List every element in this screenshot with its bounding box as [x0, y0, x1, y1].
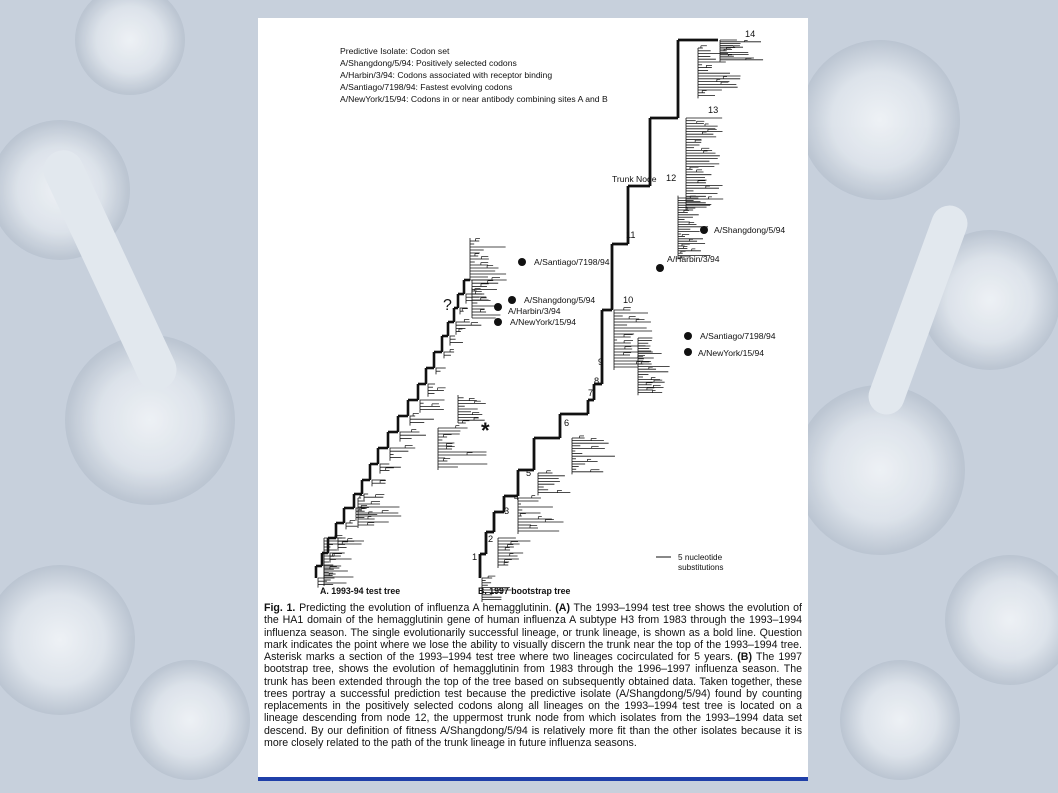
node-number-9: 9 — [598, 357, 604, 367]
scale-bar — [656, 553, 724, 572]
isolate-label: A/Harbin/3/94 — [508, 306, 561, 316]
tree-a-label: A. 1993-94 test tree — [320, 586, 401, 596]
node-number-1: 1 — [472, 552, 478, 562]
isolate-dot — [656, 264, 664, 272]
node-number-7: 7 — [588, 388, 594, 398]
node-number-13: 13 — [708, 105, 719, 115]
node-number-10: 10 — [623, 295, 634, 305]
node-number-6: 6 — [564, 418, 570, 428]
paper-page — [258, 18, 808, 780]
isolate-label: A/Shangdong/5/94 — [524, 295, 596, 305]
isolate-dot — [494, 303, 502, 311]
question-mark: ? — [443, 297, 452, 314]
caption-body-b: The 1997 bootstrap tree, shows the evolution of hemagglutinin from 1983 through the 1996–1997 influenza season. The trunk has been extended through the top of the tree based on subsequently obtained data. Taken together, these trees portray a successful prediction test because the predictive isolate (A/Shangdong/5/94) found by counting replacements in the positively selected codons along all lineages on the 1993–1994 test tree is located on a lineage descending from node 12, the uppermost trunk node from which isolates from the 1993–1994 data set descend. By our definition of fitness A/Shangdong/5/94 is relatively more fit than the other isolates because it is more closely related to the path of the trunk lineage in future influenza seasons. — [264, 651, 802, 749]
isolate-label: A/Harbin/3/94 — [667, 254, 720, 264]
isolate-label: A/Shangdong/5/94 — [714, 225, 786, 235]
tree-a — [316, 238, 510, 588]
tree-a-isolates — [494, 257, 610, 327]
isolate-dot — [684, 348, 692, 356]
legend-item: A/NewYork/15/94: Codons in or near antibody combining sites A and B — [340, 94, 608, 104]
isolate-label: A/NewYork/15/94 — [698, 348, 765, 358]
legend-item: A/Shangdong/5/94: Positively selected codons — [340, 58, 517, 68]
tree-b-label: B. 1997 bootstrap tree — [478, 586, 571, 596]
node-number-5: 5 — [526, 468, 532, 478]
node-number-8: 8 — [594, 376, 600, 386]
figure-caption — [264, 602, 802, 749]
page-bottom-bar — [258, 777, 808, 781]
legend-item: A/Santiago/7198/94: Fastest evolving codons — [340, 82, 513, 92]
node-number-3: 3 — [504, 506, 510, 516]
asterisk-mark: * — [481, 418, 490, 443]
node-number-11: 11 — [626, 230, 636, 240]
isolate-label: A/Santiago/7198/94 — [534, 257, 610, 267]
caption-fig-label: Fig. 1. — [264, 602, 296, 614]
isolate-dot — [508, 296, 516, 304]
isolate-dot — [700, 226, 708, 234]
caption-body-a: The 1993–1994 test tree shows the evolution of the HA1 domain of the hemagglutinin gene of human influenza A subtype H3 from 1983 through the 1993–1994 influenza season. The single evolutionarily successful lineage, or trunk lineage, is shown as a bold line. Question mark indicates the point where we lose the ability to visually discern the trunk near the top of the 1993–1994 tree. Asterisk marks a section of the 1993–1994 test tree where two lineages cocirculated for 5 years. — [264, 602, 802, 663]
isolate-label: A/Santiago/7198/94 — [700, 331, 776, 341]
legend-item: A/Harbin/3/94: Codons associated with receptor binding — [340, 70, 553, 80]
legend-title: Predictive Isolate: Codon set — [340, 46, 450, 56]
node-numbers — [472, 29, 755, 562]
caption-marker-b: (B) — [737, 651, 752, 663]
legend — [340, 46, 608, 104]
tree-b-isolates — [656, 225, 785, 358]
node-number-14: 14 — [745, 29, 756, 39]
node-number-2: 2 — [488, 534, 494, 544]
isolate-dot — [684, 332, 692, 340]
scale-bar-text: 5 nucleotide — [678, 553, 723, 562]
scale-bar-text: substitutions — [678, 563, 724, 572]
node-number-12: 12 — [666, 173, 677, 183]
isolate-dot — [494, 318, 502, 326]
trunk-node-label: Trunk Node — [612, 174, 657, 184]
phylogenetic-tree-figure — [258, 18, 808, 608]
isolate-dot — [518, 258, 526, 266]
node-number-4: 4 — [514, 492, 520, 502]
caption-title: Predicting the evolution of influenza A hemagglutinin. — [299, 602, 552, 614]
isolate-label: A/NewYork/15/94 — [510, 317, 577, 327]
caption-marker-a: (A) — [555, 602, 570, 614]
